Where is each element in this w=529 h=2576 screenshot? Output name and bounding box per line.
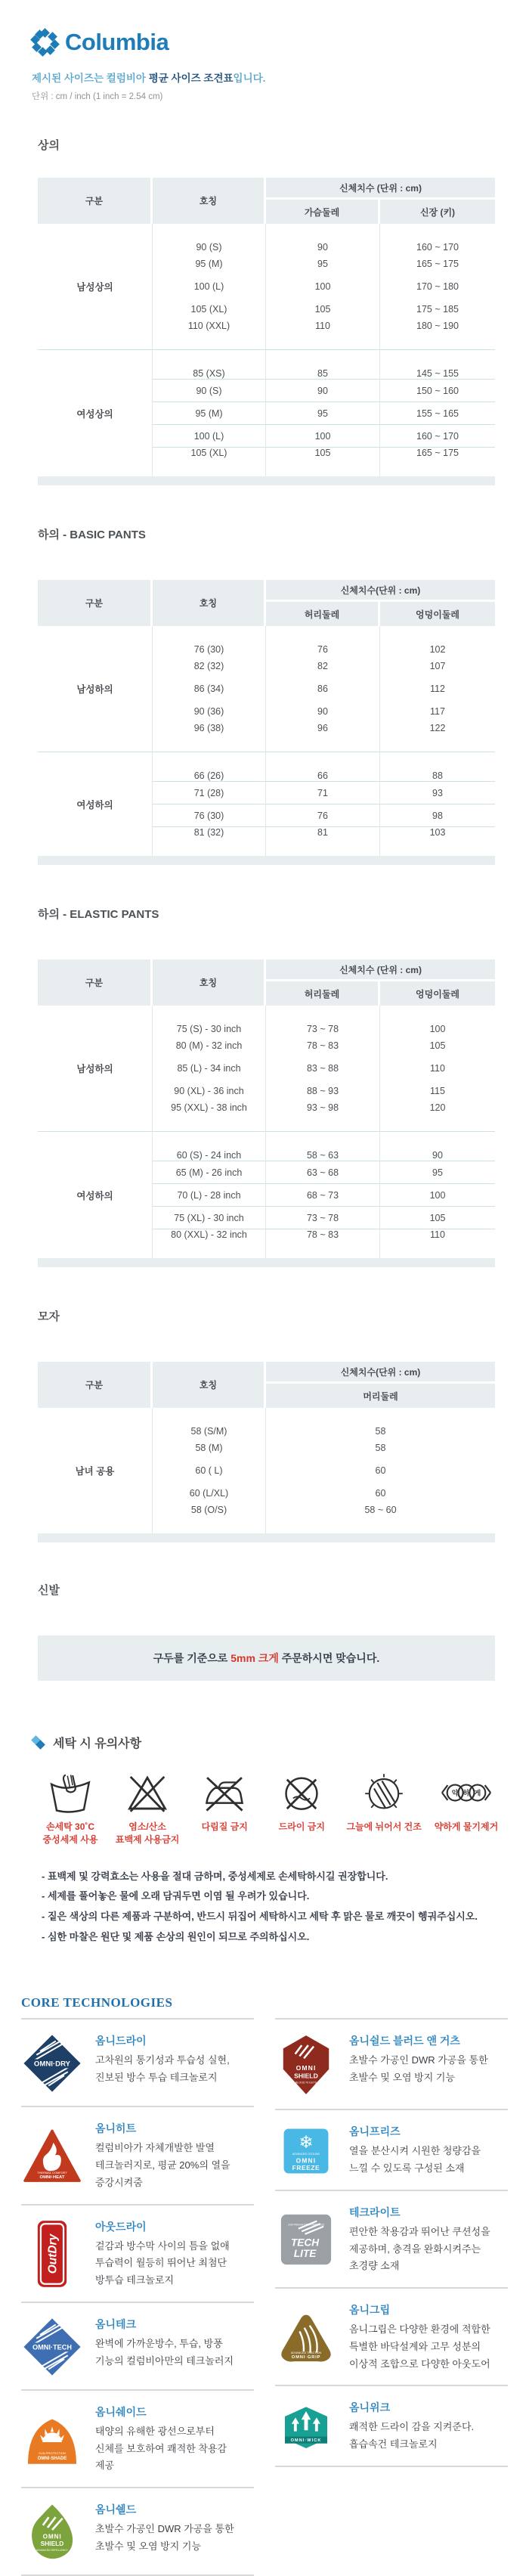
columbia-brand xyxy=(30,27,529,57)
measure-cell: 78 ~ 83 xyxy=(266,1229,380,1258)
tech-text xyxy=(95,2502,234,2562)
tech-item xyxy=(21,2302,254,2389)
core-technologies-title: CORE TECHNOLOGIES xyxy=(21,1995,173,2010)
measure-cell: 100 xyxy=(266,424,380,447)
care-symbols-row xyxy=(38,1769,499,1847)
omni-wick-logo xyxy=(275,2400,337,2454)
care-symbol-label: 약하게 물기제거 xyxy=(434,1821,499,1832)
measure-cell: 120 xyxy=(380,1102,495,1131)
no-dryclean-icon xyxy=(269,1769,334,1816)
measure-cell: 170 ~ 180 xyxy=(380,275,495,298)
col-header-size: 호칭 xyxy=(153,580,266,626)
measure-cell: 165 ~ 175 xyxy=(380,253,495,275)
table-header xyxy=(38,1362,495,1408)
table-footer-band xyxy=(38,1258,495,1267)
measure-cell: 110 xyxy=(380,1057,495,1080)
measure-cell: 93 ~ 98 xyxy=(266,1102,380,1131)
laundry-note: - 짙은 색상의 다른 제품과 구분하여, 반드시 뒤집어 세탁하시고 세탁 후 맑은 물로 깨끗이 헹궈주십시오. xyxy=(42,1911,478,1923)
measure-cell: 58 xyxy=(266,1437,495,1459)
tech-desc: 열을 분산시켜 시원한 청량감을 느낄 수 있도록 구성된 소재 xyxy=(349,2145,481,2175)
size-name-cell: 76 (30) xyxy=(153,804,266,826)
measure-cell: 68 ~ 73 xyxy=(266,1183,380,1206)
care-symbol xyxy=(115,1769,180,1847)
omni-heat-logo xyxy=(21,2121,83,2191)
techlite-logo xyxy=(275,2205,337,2275)
tech-text xyxy=(95,2404,227,2475)
measure-cell: 117 xyxy=(380,700,495,723)
col-header-body-measure: 신체치수 (단위 : cm) xyxy=(266,178,495,200)
svg-text:LIGHTWEIGHT PERFORMANCE: LIGHTWEIGHT PERFORMANCE xyxy=(287,2223,325,2227)
table-header xyxy=(38,178,495,224)
measure-cell: 102 xyxy=(380,626,495,655)
svg-text:약: 약 xyxy=(451,1789,459,1797)
svg-text:TECH: TECH xyxy=(290,2237,320,2249)
size-name-cell: 86 (34) xyxy=(153,677,266,700)
svg-text:OMNI: OMNI xyxy=(295,2156,317,2164)
omni-freeze-logo xyxy=(275,2124,337,2178)
measure-cell: 71 xyxy=(266,781,380,804)
size-name-cell: 60 ( L) xyxy=(153,1459,266,1482)
svg-text:OMNI·SHADE: OMNI·SHADE xyxy=(37,2457,67,2462)
svg-text:THERMAL COMFORT: THERMAL COMFORT xyxy=(37,2170,67,2175)
care-symbol-label: 염소/산소 표백제 사용금지 xyxy=(115,1821,180,1846)
laundry-note: - 세제를 풀어놓은 물에 오래 담궈두면 이염 될 우려가 있습니다. xyxy=(42,1890,310,1902)
gentle-wring-icon xyxy=(434,1769,499,1816)
group-label: 남성하의 xyxy=(38,626,153,752)
measure-cell: 175 ~ 185 xyxy=(380,298,495,321)
tech-name: 옴니드라이 xyxy=(95,2035,147,2047)
tech-item xyxy=(21,2106,254,2203)
group-label: 여성하의 xyxy=(38,1131,153,1258)
size-name-cell: 90 (XL) - 36 inch xyxy=(153,1080,266,1102)
measure-cell: 60 xyxy=(266,1482,495,1505)
size-name-cell: 90 (36) xyxy=(153,700,266,723)
size-table-wrap xyxy=(38,178,495,485)
measure-cell: 100 xyxy=(380,1183,495,1206)
tech-name: 아웃드라이 xyxy=(95,2220,147,2233)
laundry-section-title: 세탁 시 유의사항 xyxy=(30,1734,529,1751)
measure-cell: 93 xyxy=(380,781,495,804)
page-header xyxy=(0,0,529,102)
measure-cell: 78 ~ 83 xyxy=(266,1034,380,1057)
subtitle-light: 제시된 사이즈는 컬럼비아 xyxy=(32,73,149,84)
measure-cell: 155 ~ 165 xyxy=(380,401,495,424)
tech-text xyxy=(95,2033,230,2094)
col-header-size: 호칭 xyxy=(153,178,266,224)
svg-text:OMNI·HEAT: OMNI·HEAT xyxy=(39,2175,65,2181)
svg-text:SHIELD: SHIELD xyxy=(40,2540,64,2548)
col-header-body-measure: 신체치수(단위 : cm) xyxy=(266,1362,495,1384)
svg-text:LITE: LITE xyxy=(293,2248,317,2260)
size-name-cell: 60 (L/XL) xyxy=(153,1482,266,1505)
measure-cell: 90 xyxy=(266,379,380,401)
size-name-cell: 95 (M) xyxy=(153,253,266,275)
col-subheader: 엉덩이둘레 xyxy=(380,981,495,1006)
size-name-cell: 90 (S) xyxy=(153,379,266,401)
group-label: 남성하의 xyxy=(38,1006,153,1131)
tech-desc: 초발수 가공인 DWR 가공을 통한 초발수 및 오염 방지 기능 xyxy=(95,2523,234,2552)
core-technologies-section xyxy=(21,1995,508,2576)
tech-item xyxy=(275,2190,508,2287)
svg-text:게: 게 xyxy=(474,1789,481,1797)
laundry-notes xyxy=(42,1867,529,1948)
measure-cell: 58 ~ 60 xyxy=(266,1505,495,1533)
measure-cell: 86 xyxy=(266,677,380,700)
measure-cell: 105 xyxy=(266,298,380,321)
measure-cell: 122 xyxy=(380,723,495,752)
table-row xyxy=(38,1131,495,1161)
svg-text:OMNI·TECH: OMNI·TECH xyxy=(32,2343,73,2351)
tech-desc: 완벽에 가까운방수, 투습, 방풍 기능의 컬럼비아만의 테크놀러지 xyxy=(95,2337,234,2367)
care-symbol-label: 손세탁 30˚C 중성세제 사용 xyxy=(42,1821,98,1846)
size-name-cell: 95 (XXL) - 38 inch xyxy=(153,1102,266,1131)
tech-desc: 겉감과 방수막 사이의 틈을 없애 투습력이 월등히 뛰어난 최첨단 방투습 테크놀로지 xyxy=(95,2240,230,2286)
col-subheader: 엉덩이둘레 xyxy=(380,602,495,626)
size-name-cell: 90 (S) xyxy=(153,224,266,253)
tech-text xyxy=(349,2400,474,2454)
tech-text xyxy=(95,2219,230,2289)
svg-text:OMNI: OMNI xyxy=(295,2064,317,2072)
svg-text:SHIELD: SHIELD xyxy=(294,2072,318,2080)
table-footer-band xyxy=(38,1533,495,1542)
measure-cell: 73 ~ 78 xyxy=(266,1006,380,1034)
svg-text:BLOOD ’N GUTS: BLOOD ’N GUTS xyxy=(295,2081,317,2085)
measure-cell: 58 ~ 63 xyxy=(266,1131,380,1161)
tech-name: 옴니그립 xyxy=(349,2304,391,2317)
size-name-cell: 75 (S) - 30 inch xyxy=(153,1006,266,1034)
col-header-body-measure: 신체치수(단위 : cm) xyxy=(266,580,495,602)
measure-cell: 105 xyxy=(380,1206,495,1229)
tech-name: 옴니히트 xyxy=(95,2122,137,2135)
size-name-cell: 96 (38) xyxy=(153,723,266,752)
size-table-wrap xyxy=(38,1362,495,1542)
size-name-cell: 100 (L) xyxy=(153,275,266,298)
col-header-category: 구분 xyxy=(38,178,153,224)
tech-text xyxy=(349,2205,490,2275)
size-name-cell: 58 (S/M) xyxy=(153,1408,266,1437)
table-header xyxy=(38,580,495,626)
shoe-notice: 구두를 기준으로 5mm 크게 주문하시면 맞습니다. xyxy=(153,1652,380,1664)
size-group xyxy=(38,1131,495,1258)
section-title: 하의 - ELASTIC PANTS xyxy=(38,908,159,921)
measure-cell: 95 xyxy=(266,401,380,424)
size-group xyxy=(38,626,495,752)
size-group xyxy=(38,1006,495,1131)
tech-name: 옴니프리즈 xyxy=(349,2125,401,2138)
svg-text:ADVANCED REPELLENCY: ADVANCED REPELLENCY xyxy=(36,2549,69,2553)
svg-text:OutDry: OutDry xyxy=(46,2233,60,2274)
tech-desc: 편안한 착용감과 뛰어난 쿠션성을 제공하며, 충격을 완화시켜주는 초경량 소재 xyxy=(349,2225,490,2272)
svg-text:ADVANCED TRACTION: ADVANCED TRACTION xyxy=(290,2351,322,2354)
tech-item xyxy=(21,2018,254,2106)
measure-cell: 63 ~ 68 xyxy=(266,1161,380,1183)
tech-column xyxy=(275,2018,508,2576)
section-title-shoes: 신발 xyxy=(38,1584,60,1597)
svg-text:OMNI: OMNI xyxy=(42,2532,62,2540)
measure-cell: 90 xyxy=(266,224,380,253)
size-name-cell: 80 (M) - 32 inch xyxy=(153,1034,266,1057)
tech-text xyxy=(349,2124,481,2178)
shoe-notice-box xyxy=(38,1635,495,1681)
table-row xyxy=(38,224,495,253)
svg-text:OMNI·WICK: OMNI·WICK xyxy=(290,2438,322,2443)
tech-item xyxy=(275,2287,508,2385)
tech-name: 옴니테크 xyxy=(95,2317,137,2330)
size-name-cell: 82 (32) xyxy=(153,655,266,677)
care-symbol xyxy=(346,1769,421,1847)
omni-shield-green-logo xyxy=(21,2502,83,2562)
care-symbol-label: 드라이 금지 xyxy=(278,1821,325,1832)
table-row xyxy=(38,349,495,379)
tech-item xyxy=(275,2385,508,2466)
svg-text:하: 하 xyxy=(462,1789,470,1797)
size-name-cell: 66 (26) xyxy=(153,752,266,781)
table-row xyxy=(38,626,495,655)
measure-cell: 110 xyxy=(266,321,380,349)
shoe-notice-highlight: 5mm 크게 xyxy=(230,1652,279,1664)
measure-cell: 66 xyxy=(266,752,380,781)
omni-shield-red-logo xyxy=(275,2033,337,2097)
section-title: 상의 xyxy=(38,139,60,152)
svg-text:❄: ❄ xyxy=(299,2132,314,2153)
tech-name: 옴니쉐이드 xyxy=(95,2405,147,2418)
col-subheader: 허리둘레 xyxy=(266,602,380,626)
outdry-logo xyxy=(21,2219,83,2289)
size-group xyxy=(38,752,495,856)
no-iron-icon xyxy=(192,1769,257,1816)
omni-tech-logo xyxy=(21,2317,83,2377)
tech-desc: 컬럼비아가 자체개발한 발열 테크놀러지로, 평균 20%의 열을 증강시켜줌 xyxy=(95,2142,230,2188)
measure-cell: 88 ~ 93 xyxy=(266,1080,380,1102)
tech-grid xyxy=(21,2018,508,2576)
tech-desc: 태양의 유해한 광선으로부터 신체를 보호하여 쾌적한 착용감 제공 xyxy=(95,2425,227,2472)
measure-cell: 112 xyxy=(380,677,495,700)
tech-text xyxy=(95,2121,230,2191)
measure-cell: 83 ~ 88 xyxy=(266,1057,380,1080)
size-group xyxy=(38,1408,495,1533)
svg-text:OMNI·DRY: OMNI·DRY xyxy=(33,2060,71,2069)
table-row xyxy=(38,752,495,781)
svg-text:FREEZE: FREEZE xyxy=(292,2163,320,2171)
tech-desc: 고차원의 통기성과 투습성 실현, 진보된 방수 투습 테크놀로지 xyxy=(95,2054,230,2084)
size-name-cell: 58 (O/S) xyxy=(153,1505,266,1533)
size-name-cell: 58 (M) xyxy=(153,1437,266,1459)
size-name-cell: 65 (M) - 26 inch xyxy=(153,1161,266,1183)
col-header-size: 호칭 xyxy=(153,1362,266,1408)
section-title: 하의 - BASIC PANTS xyxy=(38,529,146,541)
tech-item xyxy=(275,2109,508,2190)
col-subheader: 머리둘레 xyxy=(266,1384,495,1408)
tech-column xyxy=(21,2018,254,2576)
svg-text:SUN PROTECTION: SUN PROTECTION xyxy=(39,2451,66,2456)
section-title: 모자 xyxy=(38,1310,60,1323)
care-symbol xyxy=(192,1769,257,1847)
size-name-cell: 71 (28) xyxy=(153,781,266,804)
measure-cell: 76 xyxy=(266,804,380,826)
measure-cell: 98 xyxy=(380,804,495,826)
col-header-category: 구분 xyxy=(38,1362,153,1408)
measure-cell: 160 ~ 170 xyxy=(380,424,495,447)
tech-text xyxy=(349,2033,488,2097)
table-row xyxy=(38,1006,495,1034)
measure-cell: 160 ~ 170 xyxy=(380,224,495,253)
laundry-note: - 표백제 및 강력효소는 사용을 절대 금하며, 중성세제로 손세탁하시길 권장합니다. xyxy=(42,1870,388,1882)
group-label: 남성상의 xyxy=(38,224,153,349)
measure-cell: 105 xyxy=(266,447,380,476)
table-header xyxy=(38,959,495,1006)
tech-name: 옴니쉴드 블러드 앤 거츠 xyxy=(349,2035,460,2047)
size-table xyxy=(38,1362,495,1533)
tech-text xyxy=(349,2302,490,2373)
subtitle-bold: 평균 사이즈 조견표 xyxy=(148,73,234,84)
measure-cell: 145 ~ 155 xyxy=(380,349,495,379)
col-subheader: 허리둘레 xyxy=(266,981,380,1006)
care-symbol xyxy=(269,1769,334,1847)
measure-cell: 81 xyxy=(266,826,380,856)
shade-dry-icon xyxy=(346,1769,421,1816)
tech-desc: 옴니그립은 다양한 환경에 적합한 특별한 바닥설계와 고무 성분의 이상적 조합으로 다양한 아웃도어 xyxy=(349,2323,490,2370)
care-symbol-label: 그늘에 뉘어서 건조 xyxy=(346,1821,422,1832)
measure-cell: 110 xyxy=(380,1229,495,1258)
size-group xyxy=(38,349,495,476)
care-symbol xyxy=(434,1769,499,1847)
table-footer-band xyxy=(38,476,495,485)
tech-desc: 쾌적한 드라이 감을 지켜준다. 흡습속건 테크놀로지 xyxy=(349,2421,475,2450)
measure-cell: 73 ~ 78 xyxy=(266,1206,380,1229)
tech-desc: 초발수 가공인 DWR 가공을 통한 초발수 및 오염 방지 기능 xyxy=(349,2054,488,2084)
svg-text:OMNI·GRIP: OMNI·GRIP xyxy=(291,2354,321,2360)
col-subheader: 신장 (키) xyxy=(380,200,495,224)
unit-note: 단위 : cm / inch (1 inch = 2.54 cm) xyxy=(32,92,163,101)
col-header-category: 구분 xyxy=(38,580,153,626)
measure-cell: 60 xyxy=(266,1459,495,1482)
measure-cell: 85 xyxy=(266,349,380,379)
measure-cell: 100 xyxy=(266,275,380,298)
table-row xyxy=(38,1408,495,1437)
measure-cell: 95 xyxy=(380,1161,495,1183)
measure-cell: 96 xyxy=(266,723,380,752)
brand-wordmark: Columbia xyxy=(65,29,169,55)
size-name-cell: 110 (XXL) xyxy=(153,321,266,349)
col-subheader: 가슴둘레 xyxy=(266,200,380,224)
tech-column-end-rule xyxy=(275,2466,508,2467)
size-table xyxy=(38,178,495,476)
omni-grip-logo xyxy=(275,2302,337,2373)
measure-cell: 107 xyxy=(380,655,495,677)
measure-cell: 165 ~ 175 xyxy=(380,447,495,476)
size-table xyxy=(38,580,495,856)
no-bleach-icon xyxy=(115,1769,180,1816)
care-symbol-label: 다림질 금지 xyxy=(201,1821,248,1832)
size-table xyxy=(38,959,495,1258)
group-label: 여성상의 xyxy=(38,349,153,476)
subtitle-light-suffix: 입니다. xyxy=(233,73,266,84)
size-table-wrap xyxy=(38,580,495,865)
size-tables xyxy=(0,102,529,1542)
measure-cell: 58 xyxy=(266,1408,495,1437)
measure-cell: 105 xyxy=(380,1034,495,1057)
measure-cell: 82 xyxy=(266,655,380,677)
size-name-cell: 70 (L) - 28 inch xyxy=(153,1183,266,1206)
laundry-note: - 심한 마찰은 원단 및 제품 손상의 원인이 되므로 주의하십시오. xyxy=(42,1930,310,1942)
measure-cell: 88 xyxy=(380,752,495,781)
size-table-wrap xyxy=(38,959,495,1267)
page-subtitle xyxy=(32,70,529,85)
col-header-category: 구분 xyxy=(38,959,153,1006)
size-name-cell: 75 (XL) - 30 inch xyxy=(153,1206,266,1229)
size-name-cell: 85 (XS) xyxy=(153,349,266,379)
omni-dry-logo xyxy=(21,2033,83,2094)
columbia-gem-icon xyxy=(30,27,60,57)
size-name-cell: 80 (XXL) - 32 inch xyxy=(153,1229,266,1258)
size-name-cell: 105 (XL) xyxy=(153,447,266,476)
measure-cell: 115 xyxy=(380,1080,495,1102)
measure-cell: 180 ~ 190 xyxy=(380,321,495,349)
tech-text xyxy=(95,2317,234,2377)
size-name-cell: 60 (S) - 24 inch xyxy=(153,1131,266,1161)
omni-shade-logo xyxy=(21,2404,83,2475)
table-footer-band xyxy=(38,856,495,865)
tech-name: 옴니쉘드 xyxy=(95,2503,137,2516)
measure-cell: 76 xyxy=(266,626,380,655)
size-name-cell: 76 (30) xyxy=(153,626,266,655)
size-name-cell: 95 (M) xyxy=(153,401,266,424)
measure-cell: 95 xyxy=(266,253,380,275)
col-header-size: 호칭 xyxy=(153,959,266,1006)
diamond-bullet-icon xyxy=(30,1734,47,1751)
tech-name: 옴니위크 xyxy=(349,2401,391,2414)
size-name-cell: 85 (L) - 34 inch xyxy=(153,1057,266,1080)
size-group xyxy=(38,224,495,349)
measure-cell: 100 xyxy=(380,1006,495,1034)
measure-cell: 90 xyxy=(266,700,380,723)
group-label: 여성하의 xyxy=(38,752,153,856)
svg-text:ADVANCED COOLING: ADVANCED COOLING xyxy=(292,2152,320,2156)
size-name-cell: 105 (XL) xyxy=(153,298,266,321)
measure-cell: 150 ~ 160 xyxy=(380,379,495,401)
care-symbol xyxy=(38,1769,103,1847)
size-name-cell: 100 (L) xyxy=(153,424,266,447)
tech-item xyxy=(275,2018,508,2109)
size-name-cell: 81 (32) xyxy=(153,826,266,856)
handwash-icon xyxy=(38,1769,103,1816)
tech-name: 테크라이트 xyxy=(349,2206,401,2218)
group-label: 남녀 공용 xyxy=(38,1408,153,1533)
measure-cell: 103 xyxy=(380,826,495,856)
col-header-body-measure: 신체치수 (단위 : cm) xyxy=(266,959,495,981)
tech-item xyxy=(21,2487,254,2574)
tech-item xyxy=(21,2204,254,2302)
measure-cell: 90 xyxy=(380,1131,495,1161)
